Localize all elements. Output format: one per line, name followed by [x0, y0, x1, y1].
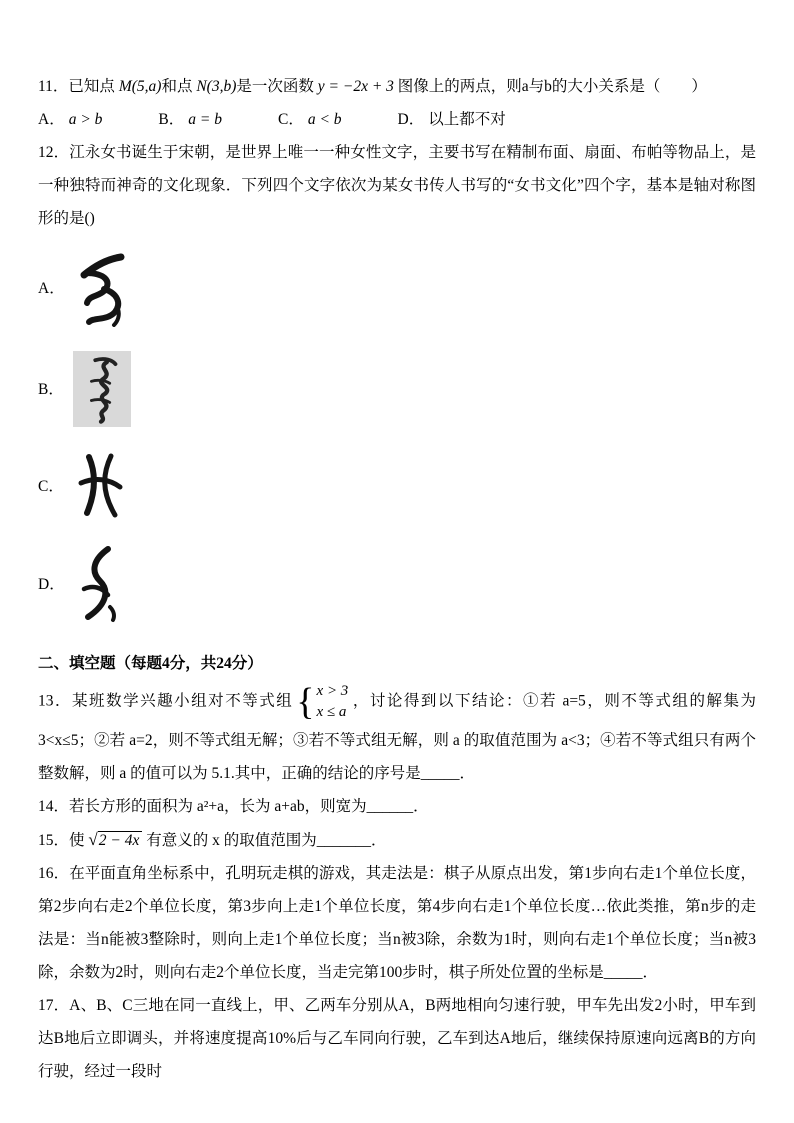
q15-text-tail: 有意义的 x 的取值范围为_______．	[146, 832, 387, 849]
q11-option-d-label: D．	[397, 111, 425, 128]
q11-text-mid1: 和点	[161, 78, 193, 95]
q11-option-d	[398, 103, 506, 136]
q11-point-m: M(5,a)	[118, 78, 162, 95]
q11-text-lead: 11．已知点	[38, 78, 115, 95]
q11-option-c	[278, 103, 342, 136]
q16-text: 16．在平面直角坐标系中，孔明玩走棋的游戏，其走法是：棋子从原点出发，第1步向右走1个单位长度，第2步向右走2个单位长度，第3步向上走1个单位长度，第4步向右走1个单位长度…依此类推，第n步的走法是：当n能被3整除时，则向上走1个单位长度；当n被3除，余数为1时，则向右走1个单位长度；当n被3除，余数为2时，则向右走2个单位长度，当走完第100步时，棋子所处位置的坐标是_____．	[38, 865, 756, 981]
q13-system-top: x > 3	[316, 683, 349, 699]
q11-function-expr: y = −2x + 3	[317, 78, 394, 95]
question-14	[38, 790, 756, 823]
question-15	[38, 823, 756, 857]
q13-system-bottom: x ≤ a	[316, 704, 347, 720]
q11-option-c-text: a < b	[307, 111, 342, 128]
radical-sign: √	[88, 830, 98, 849]
q12-choice-d-label: D．	[38, 575, 65, 593]
q11-option-a	[38, 103, 102, 136]
nvshu-glyph-a	[74, 249, 129, 327]
nvshu-glyph-b	[78, 354, 126, 424]
question-11	[38, 70, 756, 103]
nvshu-glyph-c	[73, 451, 125, 521]
q11-option-a-text: a > b	[68, 111, 103, 128]
q17-text: 17．A、B、C三地在同一直线上，甲、乙两车分别从A，B两地相向匀速行驶，甲车先出发2小时，甲车到达B地后立即调头，并将速度提高10%后与乙车同向行驶，乙车到达A地后，继续保持原速向远离B的方向行驶，经过一段时	[38, 997, 756, 1080]
question-12	[38, 136, 756, 235]
question-17	[38, 989, 756, 1088]
q11-option-c-label: C．	[277, 111, 304, 128]
q12-choice-b	[38, 351, 756, 427]
q15-text-lead: 15．使	[38, 832, 85, 849]
question-16	[38, 857, 756, 989]
q11-option-b-label: B．	[158, 111, 185, 128]
q11-option-d-text: 以上都不对	[428, 111, 506, 128]
q13-inequality-system	[296, 680, 348, 724]
q11-option-a-label: A．	[38, 111, 65, 128]
q11-text-tail: 图像上的两点，则a与b的大小关系是（ ）	[397, 78, 707, 95]
q11-point-n: N(3,b)	[196, 78, 237, 95]
question-13	[38, 680, 756, 790]
q12-choice-a	[38, 249, 756, 327]
q14-text: 14．若长方形的面积为 a²+a，长为 a+ab，则宽为______．	[38, 798, 429, 815]
q12-choice-d	[38, 545, 756, 623]
q13-system-rows	[315, 681, 349, 723]
q15-square-root	[88, 823, 142, 857]
left-brace-symbol: {	[296, 681, 315, 723]
q11-option-b	[158, 103, 222, 136]
q15-radicand: 2 − 4x	[98, 831, 143, 849]
q13-text-lead: 13．某班数学兴趣小组对不等式组	[38, 692, 294, 710]
q13-text-rest: ，讨论得到以下结论：①若 a=5，则不等式组的解集为 3<x≤5；②若 a=2，则不等式组无解；③若不等式组无解，则 a 的取值范围为 a<3；④若不等式组只有两个整数解，则 a 的值可以为 5.1.其中，正确的结论的序号是_____．	[38, 692, 756, 782]
q12-choice-b-label: B．	[38, 380, 64, 398]
nvshu-character-d-image	[74, 545, 122, 623]
q12-choice-c	[38, 451, 756, 521]
q12-choice-a-label: A．	[38, 279, 65, 297]
q11-option-b-text: a = b	[188, 111, 222, 128]
q12-choice-c-label: C．	[38, 477, 64, 495]
q12-text: 12．江永女书诞生于宋朝，是世界上唯一一种女性文字，主要书写在精制布面、扇面、布帕等物品上，是一种独特而神奇的文化现象．下列四个文字依次为某女书传人书写的“女书文化”四个字，基本是轴对称图形的是()	[38, 144, 756, 227]
section-2-title-text: 二、填空题（每题4分，共24分）	[38, 655, 263, 672]
q11-options-row	[38, 103, 756, 136]
nvshu-glyph-d	[74, 545, 122, 623]
nvshu-character-c-image	[73, 451, 125, 521]
section-2-title	[38, 647, 756, 680]
nvshu-character-a-image	[74, 249, 129, 327]
nvshu-character-b-image	[73, 351, 131, 427]
q11-text-mid2: 是一次函数	[236, 78, 314, 95]
